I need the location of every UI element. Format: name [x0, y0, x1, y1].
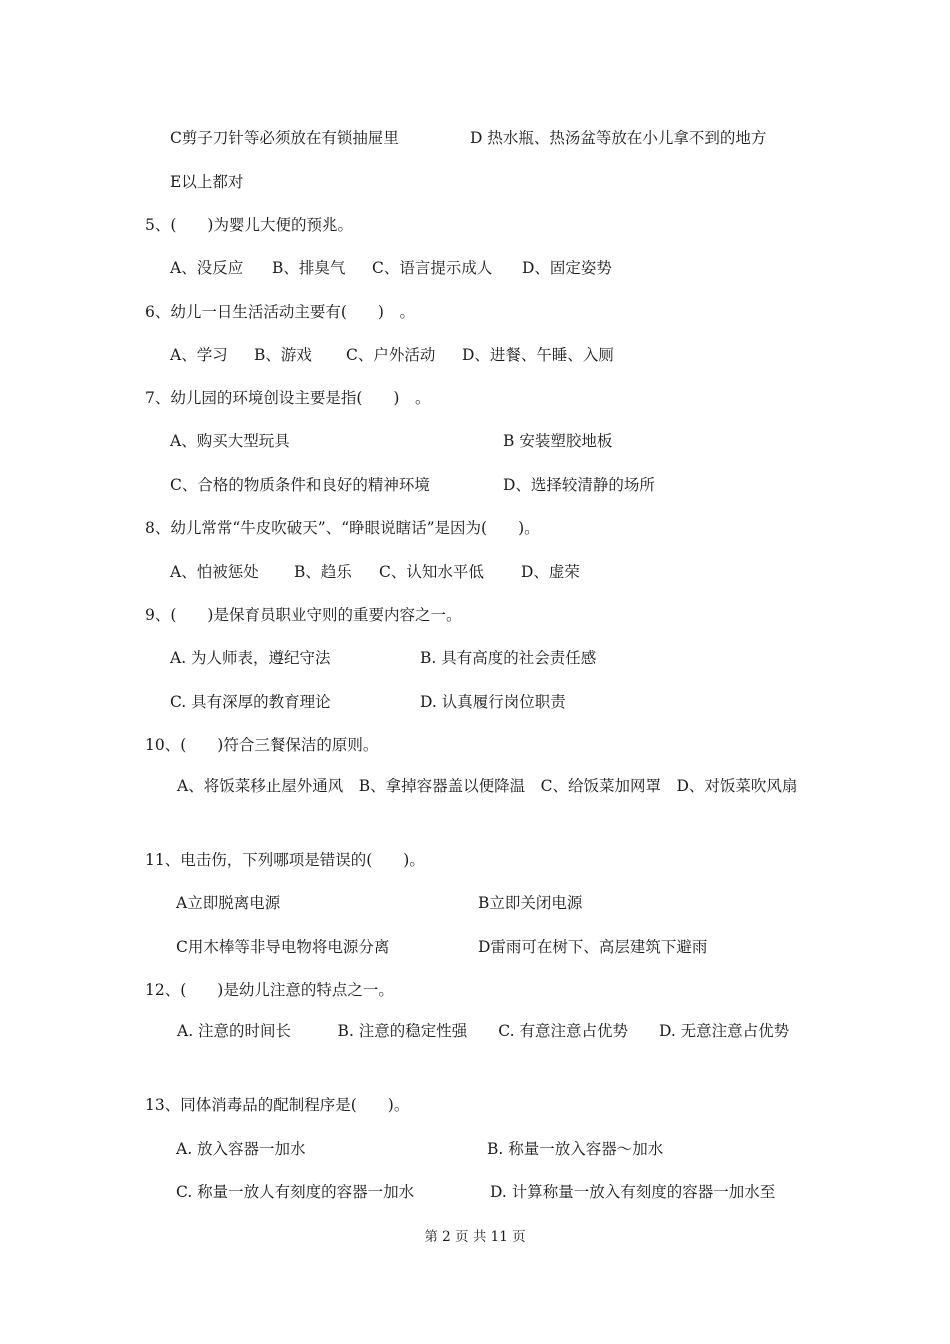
q13-option-a: A. 放入容器一加水	[176, 1140, 306, 1158]
q9-option-c: C. 具有深厚的教育理论	[170, 693, 331, 711]
q7-option-a: A、购买大型玩具	[170, 432, 290, 450]
q9-stem: 9、( )是保育员职业守则的重要内容之一。	[145, 606, 462, 624]
q11-option-c: C用木棒等非导电物将电源分离	[176, 938, 390, 956]
q8-option-a: A、怕被惩处	[170, 563, 259, 581]
q13-option-c: C. 称量一放人有刻度的容器一加水	[176, 1183, 415, 1201]
q6-option-b: B、游戏	[254, 346, 312, 364]
page-number-footer: 第 2 页 共 11 页	[424, 1229, 526, 1245]
q8-option-b: B、趋乐	[294, 563, 352, 581]
q5-option-a: A、没反应	[170, 259, 244, 277]
q5-option-d: D、固定姿势	[522, 259, 612, 277]
q11-option-b: B立即关闭电源	[478, 894, 583, 912]
q4-option-d: D 热水瓶、热汤盆等放在小儿拿不到的地方	[470, 129, 767, 147]
q10-options: A、将饭菜移止屋外通风 B、拿掉容器盖以便降温 C、给饭菜加网罩 D、对饭菜吹风扇	[177, 777, 798, 795]
q6-option-c: C、户外活动	[346, 346, 436, 364]
q9-option-d: D. 认真履行岗位职责	[420, 693, 566, 711]
q4-option-e: E以上都对	[170, 173, 244, 191]
q12-stem: 12、( )是幼儿注意的特点之一。	[145, 981, 394, 999]
q11-stem: 11、电击伤，下列哪项是错误的( )。	[145, 851, 425, 869]
q7-option-c: C、合格的物质条件和良好的精神环境	[170, 476, 430, 494]
q8-stem: 8、幼儿常常“牛皮吹破天”、“睁眼说瞎话”是因为( )。	[145, 519, 540, 537]
q13-stem: 13、同体消毒品的配制程序是( )。	[145, 1096, 410, 1114]
q7-stem: 7、幼儿园的环境创设主要是指( ) 。	[145, 389, 431, 407]
q7-option-b: B 安装塑胶地板	[503, 432, 613, 450]
q11-option-a: A立即脱离电源	[176, 894, 281, 912]
q4-option-c: C剪子刀针等必须放在有锁抽屉里	[170, 129, 399, 147]
q5-option-b: B、排臭气	[272, 259, 346, 277]
q8-option-d: D、虚荣	[521, 563, 580, 581]
q5-stem: 5、( )为婴儿大便的预兆。	[145, 216, 353, 234]
q6-stem: 6、幼儿一日生活活动主要有( ) 。	[145, 303, 415, 321]
q6-option-d: D、进餐、午睡、入厕	[462, 346, 614, 364]
q13-option-b: B. 称量一放入容器～加水	[487, 1140, 664, 1158]
q13-option-d: D. 计算称量一放入有刻度的容器一加水至	[490, 1183, 776, 1201]
q9-option-a: A. 为人师表，遵纪守法	[170, 649, 331, 667]
q5-option-c: C、语言提示成人	[372, 259, 493, 277]
q12-options: A. 注意的时间长 B. 注意的稳定性强 C. 有意注意占优势 D. 无意注意占优势	[177, 1022, 790, 1040]
q8-option-c: C、认知水平低	[379, 563, 484, 581]
q10-stem: 10、( )符合三餐保洁的原则。	[145, 736, 379, 754]
q7-option-d: D、选择较清静的场所	[503, 476, 655, 494]
q11-option-d: D雷雨可在树下、高层建筑下避雨	[478, 938, 708, 956]
q6-option-a: A、学习	[170, 346, 228, 364]
q9-option-b: B. 具有高度的社会责任感	[420, 649, 597, 667]
